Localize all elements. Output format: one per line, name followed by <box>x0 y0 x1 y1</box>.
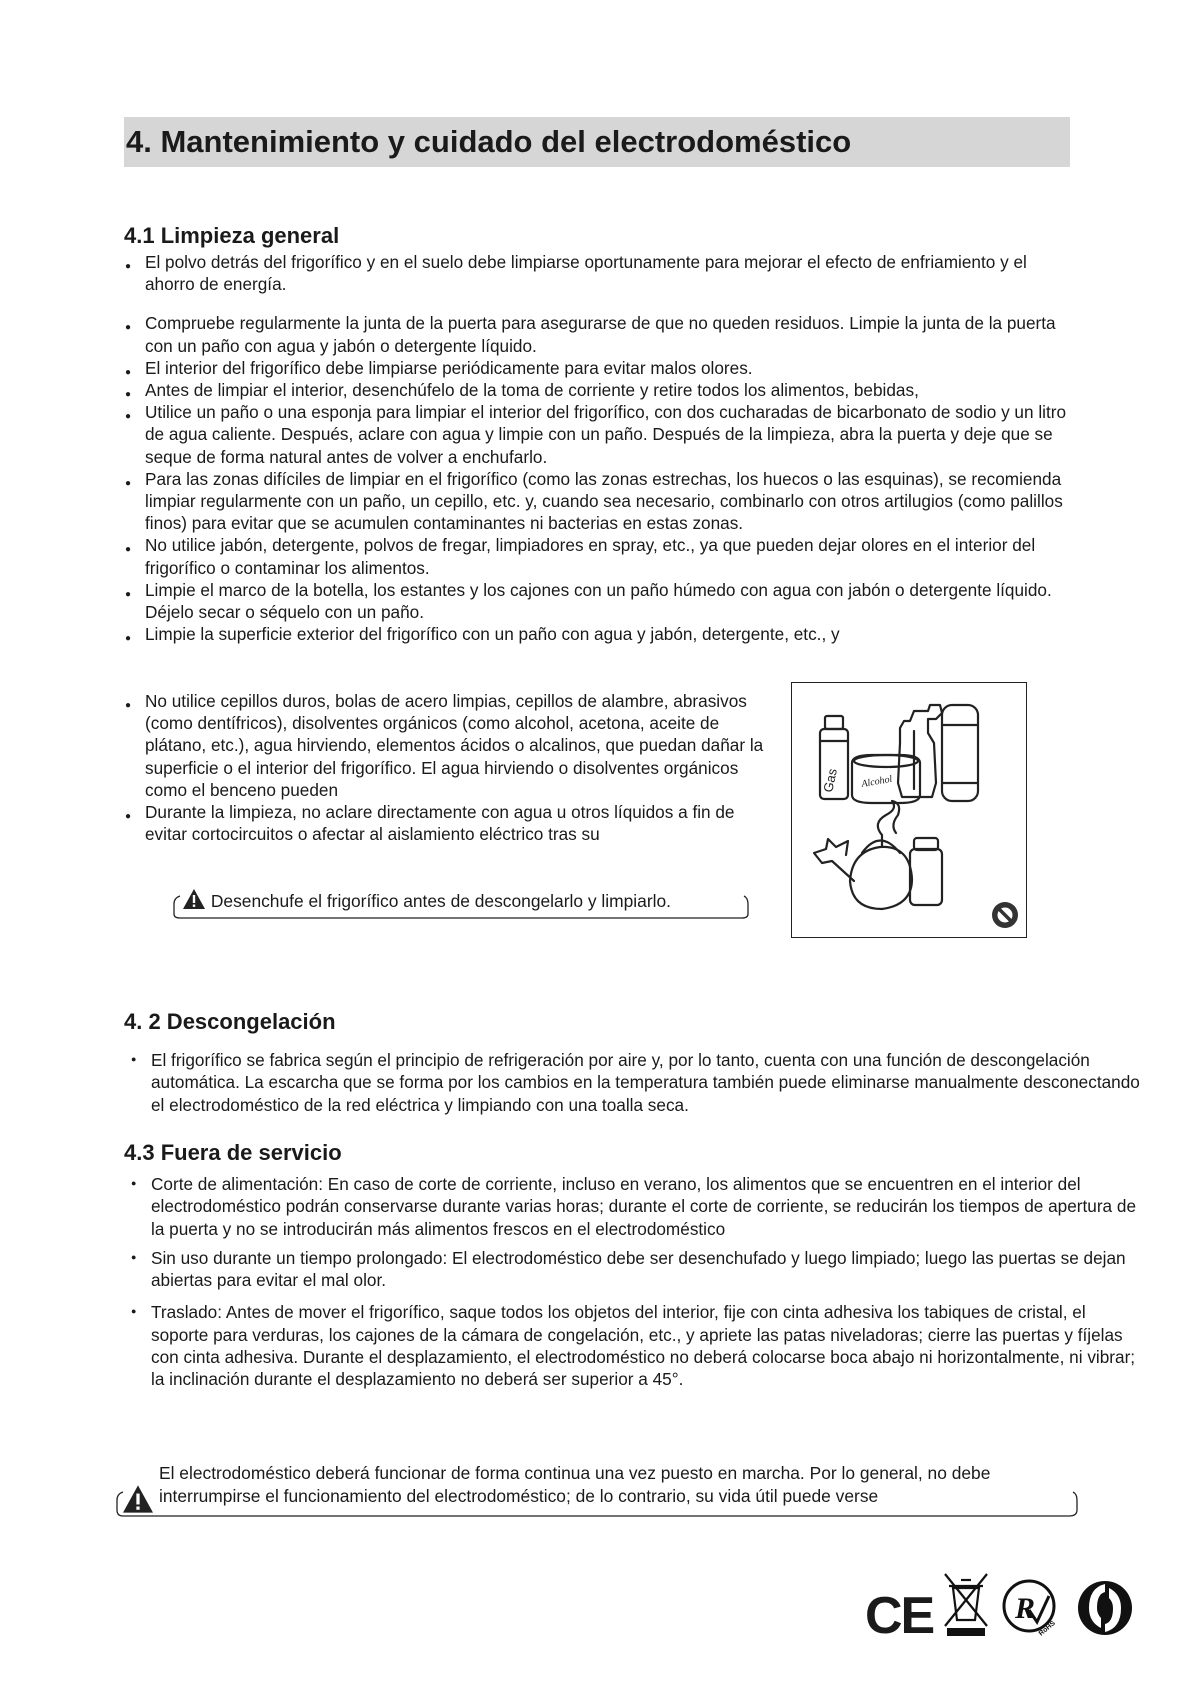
heading-4-1: 4.1 Limpieza general <box>124 223 340 248</box>
page-title: 4. Mantenimiento y cuidado del electrodoméstico <box>126 124 852 159</box>
list-item: ● Antes de limpiar el interior, desenchúfelo de la toma de corriente y retire todos los alimentos, bebidas, <box>125 379 1075 401</box>
tall-bottle-shape <box>942 705 978 801</box>
svg-text:R: R <box>1015 1592 1036 1625</box>
list-item <box>124 1301 1144 1390</box>
rohs-icon <box>1001 1578 1061 1638</box>
illustration-drawing <box>792 683 1026 937</box>
out-of-service-list <box>124 1173 1144 1391</box>
list-item: ● Limpie el marco de la botella, los estantes y los cajones con un paño húmedo con agua con jabón o detergente líquido. Déjelo secar o séquelo con un paño. <box>125 579 1075 623</box>
list-item: ● El polvo detrás del frigorífico y en el suelo debe limpiarse oportunamente para mejorar el efecto de enfriamiento y el ahorro de energía. <box>125 251 1075 295</box>
cleaning-list <box>125 251 1075 645</box>
gas-label: Gas <box>820 767 840 794</box>
list-item: ● Compruebe regularmente la junta de la puerta para asegurarse de que no queden residuos. Limpie la junta de la puerta con un paño con agua y jabón o detergente líquido. <box>125 312 1075 356</box>
canister-shape <box>910 849 942 905</box>
cleaning-list-2 <box>125 690 780 845</box>
warning-text: El electrodoméstico deberá funcionar de forma continua una vez puesto en marcha. Por lo general, no debe interrumpirse el funcionamiento del electrodoméstico; de lo contrario, su vida útil puede verse <box>159 1463 991 1506</box>
list-item-tail: la inclinación durante el desplazamiento no deberá ser superior a 45°. <box>151 1369 684 1390</box>
warning-callout <box>172 884 752 920</box>
green-dot-recycle-icon <box>1075 1578 1135 1638</box>
prohibited-products-illustration <box>791 682 1027 938</box>
list-item: ● Sin uso durante un tiempo prolongado: El electrodoméstico debe ser desenchufado y luego limpiado; luego las puertas se dejan abiertas para evitar el mal olor. <box>124 1247 1144 1292</box>
kettle-shape <box>850 847 912 909</box>
list-item: ● Durante la limpieza, no aclare directamente con agua u otros líquidos a fin de evitar cortocircuitos o afectar al aislamiento eléctrico tras su <box>125 801 780 845</box>
list-item: ● Limpie la superficie exterior del frigorífico con un paño con agua y jabón, detergente, etc., y <box>125 623 1075 645</box>
heading-4-2: 4. 2 Descongelación <box>124 1009 336 1034</box>
section-title-bar <box>124 117 1070 167</box>
list-item: ● No utilice jabón, detergente, polvos de fregar, limpiadores en spray, etc., ya que pueden dejar olores en el interior del frigorífico o contaminar los alimentos. <box>125 534 1075 578</box>
ce-mark: CE <box>865 1587 934 1645</box>
operation-warning-callout <box>115 1462 1080 1518</box>
list-item: ● Utilice un paño o una esponja para limpiar el interior del frigorífico, con dos cucharadas de bicarbonato de sodio y un litro de agua caliente. Después, aclare con agua y limpie con un paño. Después de la limpieza, abra la puerta y deje que se seque de forma natural antes de volver a enchufarlo. <box>125 401 1075 468</box>
warning-triangle-icon <box>182 888 206 910</box>
weee-bin-icon <box>941 1570 991 1640</box>
list-item-text: Traslado: Antes de mover el frigorífico, saque todos los objetos del interior, fije con cinta adhesiva los tabiques de cristal, el soporte para verduras, los cajones de la cámara de congelación, etc., y apriete las patas niveladoras; cierre las puertas y fíjelas con cinta adhesiva. Durante el desplazamiento, el electrodoméstico no deberá colocarse boca abajo ni horizontalmente, ni vibrar; <box>151 1302 1136 1368</box>
list-item: ● Corte de alimentación: En caso de corte de corriente, incluso en verano, los alimentos que se encuentren en el interior del electrodoméstico podrán conservarse durante varias horas; durante el corte de corriente, se reducirán los tiempos de apertura de la puerta y no se introducirán más alimentos frescos en el electrodoméstico <box>124 1173 1144 1240</box>
list-item: ● No utilice cepillos duros, bolas de acero limpias, cepillos de alambre, abrasivos (como dentífricos), disolventes orgánicos (como alcohol, acetona, aceite de plátano, etc.), agua hirviendo, elementos ácidos o alcalinos, que puedan dañar la superficie o el interior del frigorífico. El agua hirviendo o disolventes orgánicos como el benceno pueden <box>125 690 780 801</box>
warning-triangle-icon <box>121 1484 155 1514</box>
rohs-label: RoHS <box>1037 1619 1057 1638</box>
list-item: ● El interior del frigorífico debe limpiarse periódicamente para evitar malos olores. <box>125 357 1075 379</box>
list-item: ● Para las zonas difíciles de limpiar en el frigorífico (como las zonas estrechas, los huecos o las esquinas), se recomienda limpiar regularmente con un paño, un cepillo, etc. y, cuando sea necesario, combinarlo con otros artilugios (como palillos finos) para evitar que se acumulen contaminantes ni bacterias en estas zonas. <box>125 468 1075 535</box>
warning-text: Desenchufe el frigorífico antes de descongelarlo y limpiarlo. <box>210 891 671 911</box>
alcohol-label: Alcohol <box>860 773 894 790</box>
certification-marks <box>865 1570 1145 1645</box>
heading-4-3: 4.3 Fuera de servicio <box>124 1140 342 1165</box>
defrost-list <box>124 1049 1144 1116</box>
prohibition-icon <box>992 902 1018 928</box>
list-item: ● El frigorífico se fabrica según el principio de refrigeración por aire y, por lo tanto, cuenta con una función de descongelación automática. La escarcha que se forma por los cambios en la temperatura también puede eliminarse manualmente desconectando el electrodoméstico de la red eléctrica y limpiando con una toalla seca. <box>124 1049 1144 1116</box>
